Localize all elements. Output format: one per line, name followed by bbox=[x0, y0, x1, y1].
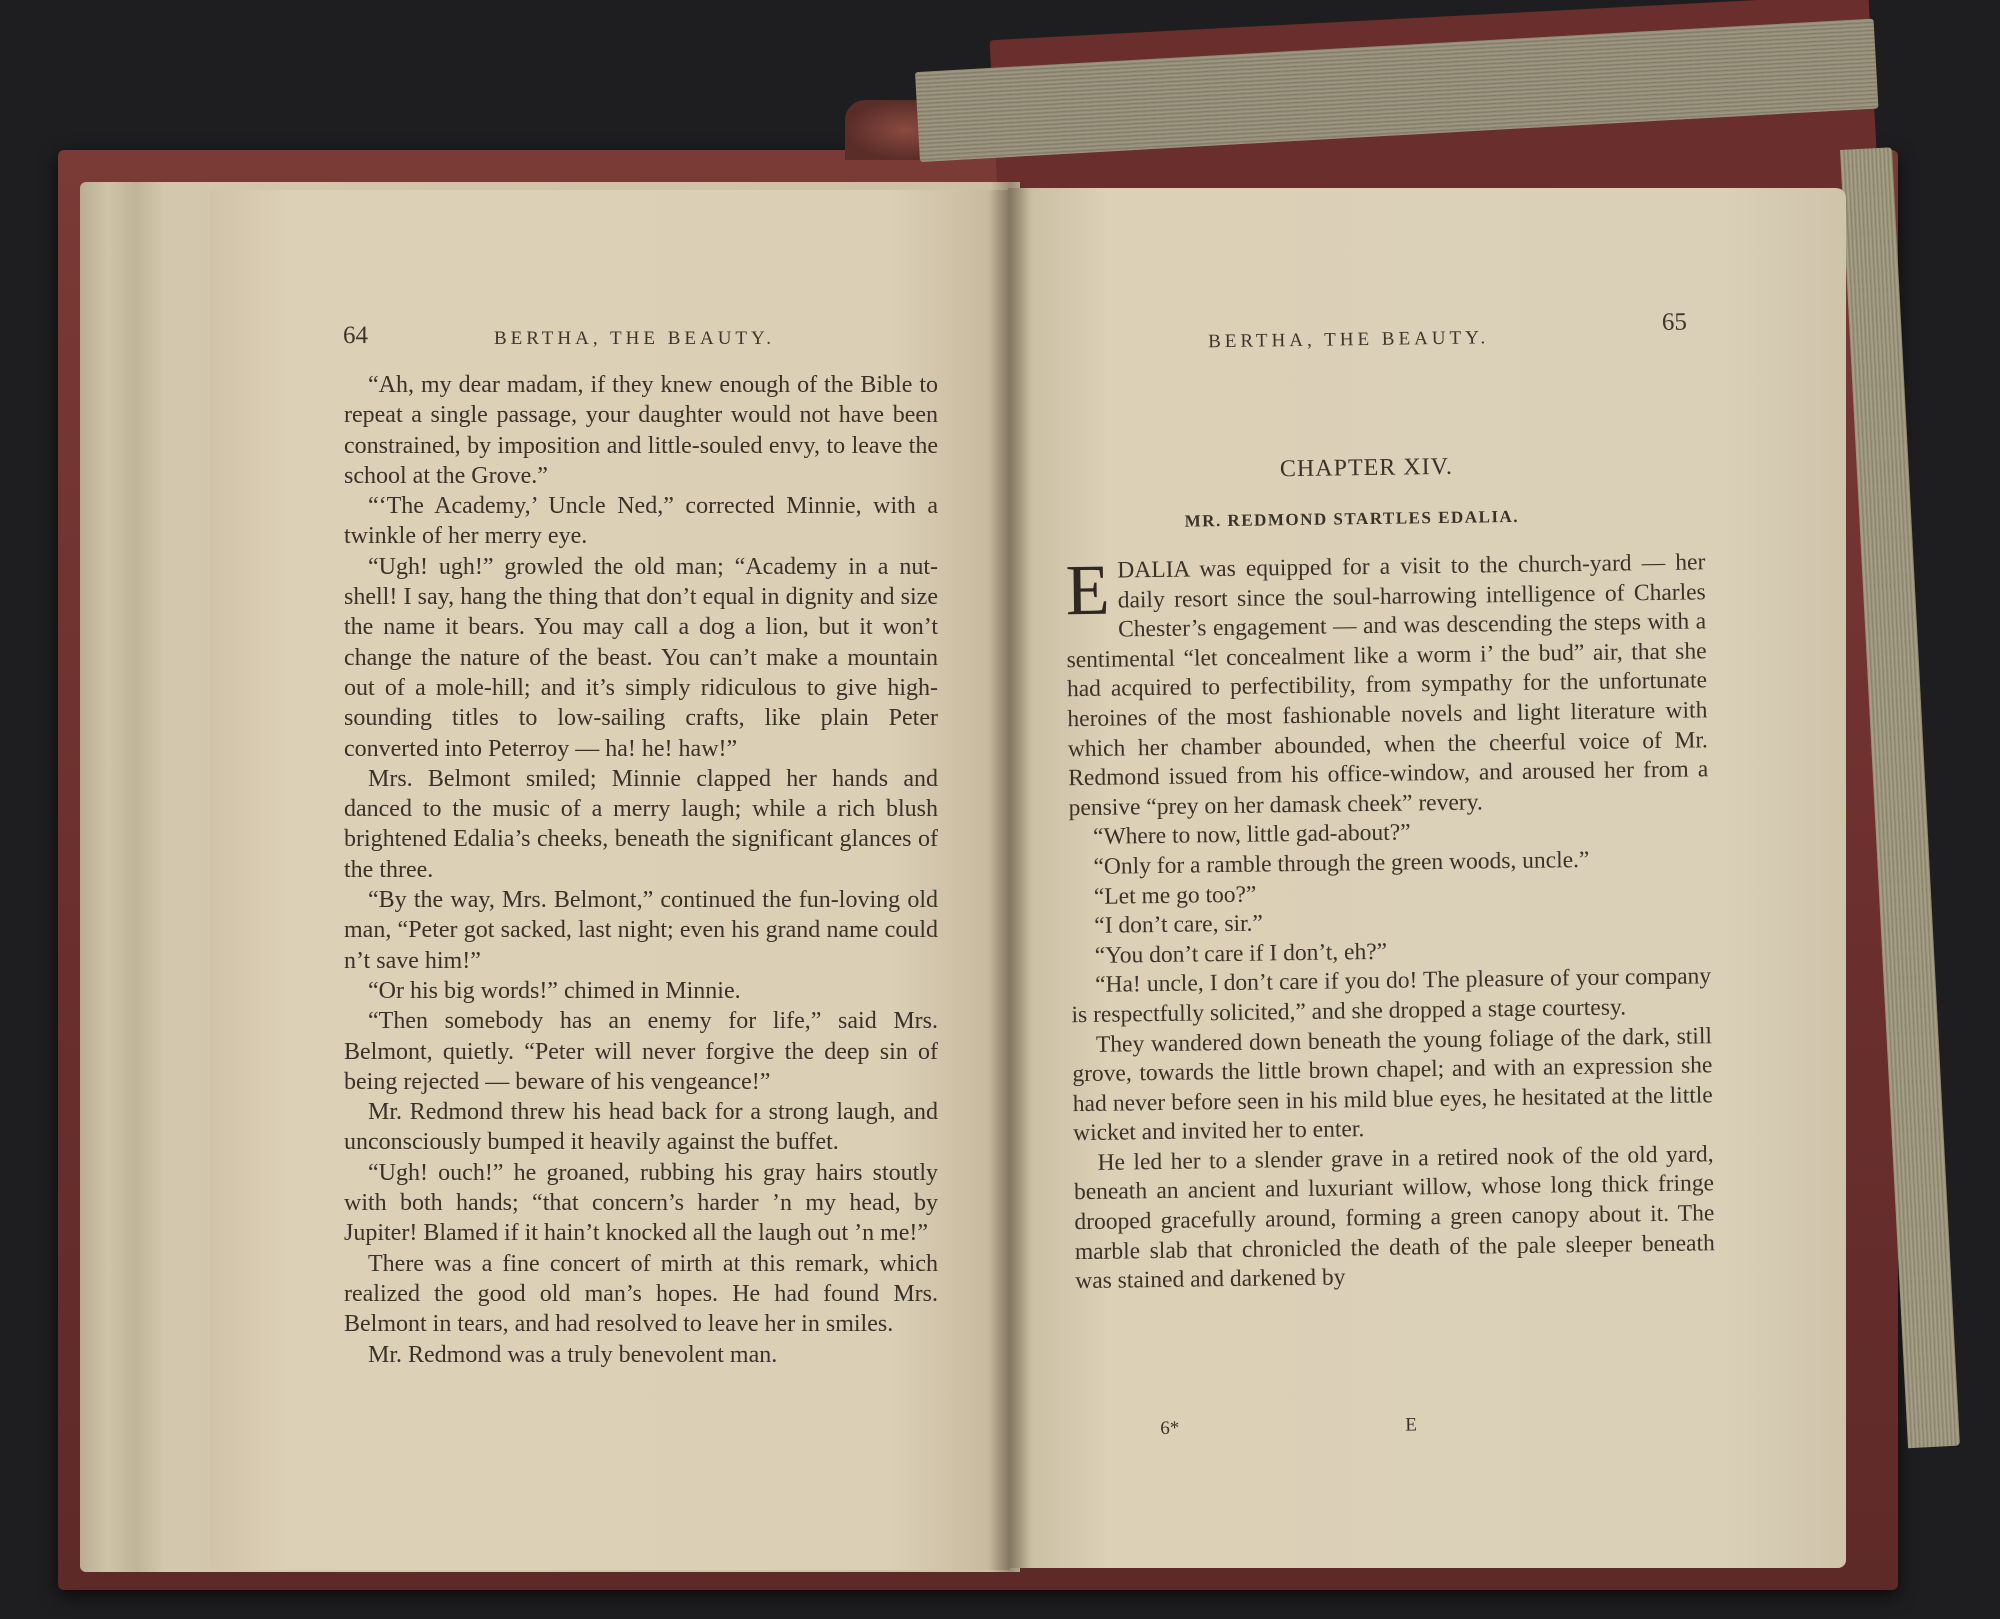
chapter-title: CHAPTER XIV. bbox=[1279, 453, 1454, 483]
left-page-text bbox=[344, 370, 938, 1370]
paragraph: “‘The Academy,’ Uncle Ned,” corrected Minnie, with a twinkle of her merry eye. bbox=[344, 493, 938, 550]
running-head-right: BERTHA, THE BEAUTY. bbox=[1208, 327, 1490, 353]
paragraph: “Ha! uncle, I don’t care if you do! The pleasure of your company is respectfully solicited,” and she dropped a stage courtesy. bbox=[1071, 963, 1712, 1029]
opening-paragraph bbox=[1065, 548, 1709, 823]
opening-paragraph-text: DALIA was equipped for a visit to the church-yard — her daily resort since the soul-harrowing intelligence of Charles Chester’s engagement — and was descending the steps with a sentimental “let concealment like a worm i’ the bud” air, that she had acquired to perfectibility, from sympathy for the unfortunate heroines of the most fashionable novels and light literature with which her chamber abounded, when the cheerful voice of Mr. Redmond issued from his office-window, and aroused her from a pensive “prey on her damask cheek” revery. bbox=[1066, 549, 1709, 821]
page-number-right: 65 bbox=[1661, 308, 1688, 336]
right-page-text bbox=[1065, 548, 1715, 1297]
paragraph: “I don’t care, sir.” bbox=[1094, 910, 1264, 939]
running-head-left: BERTHA, THE BEAUTY. bbox=[494, 328, 776, 349]
paragraph: “By the way, Mrs. Belmont,” continued the fun-loving old man, “Peter got sacked, last night; even his grand name could n’t save him!” bbox=[344, 887, 938, 974]
chapter-subtitle: MR. REDMOND STARTLES EDALIA. bbox=[1184, 506, 1520, 531]
gutter-shadow bbox=[990, 182, 1030, 1572]
paragraph: “Ugh! ugh!” growled the old man; “Academy in a nut-shell! I say, hang the thing that don’t equal in dignity and size the name it bears. You may call a dog a lion, but it won’t change the nature of the beast. You can’t make a mountain out of a mole-hill; and it’s simply ridiculous to give high-sounding titles to low-sailing crafts, like plain Peter converted into Peterroy — ha! he! haw!” bbox=[344, 553, 938, 762]
right-page-content bbox=[1008, 176, 1865, 1568]
paragraph: “Ah, my dear madam, if they knew enough of the Bible to repeat a single passage, your daughter would not have been constrained, by imposition and little-souled envy, to leave the school at the Grove.” bbox=[344, 372, 938, 489]
paragraph: “Where to now, little gad-about?” bbox=[1092, 819, 1411, 851]
paragraph: Mr. Redmond threw his head back for a strong laugh, and unconsciously bumped it heavily against the buffet. bbox=[344, 1099, 938, 1156]
signature-letter: E bbox=[1405, 1414, 1418, 1436]
paragraph: Mrs. Belmont smiled; Minnie clapped her hands and danced to the music of a merry laugh; while a rich blush brightened Edalia’s cheeks, beneath the significant glances of the three. bbox=[344, 765, 938, 883]
right-page bbox=[1008, 188, 1846, 1568]
paragraph: “You don’t care if I don’t, eh?” bbox=[1094, 938, 1388, 969]
paragraph: Mr. Redmond was a truly benevolent man. bbox=[368, 1341, 778, 1368]
paragraph: “Let me go too?” bbox=[1093, 881, 1257, 910]
paragraph: “Or his big words!” chimed in Minnie. bbox=[368, 977, 741, 1004]
paragraph: “Only for a ramble through the green woods, uncle.” bbox=[1093, 846, 1590, 880]
left-page bbox=[210, 190, 1010, 1570]
paragraph: There was a fine concert of mirth at this remark, which realized the good old man’s hopes. He had found Mrs. Belmont in tears, and had resolved to leave her in smiles. bbox=[344, 1250, 938, 1338]
paragraph: They wandered down beneath the young foliage of the dark, still grove, towards the little brown chapel; and with an expression she had never before seen in his mild blue eyes, he hesitated at the little wicket and invited her to enter. bbox=[1072, 1022, 1713, 1147]
paragraph: “Then somebody has an enemy for life,” said Mrs. Belmont, quietly. “Peter will never forgive the deep sin of being rejected — beware of his vengeance!” bbox=[344, 1008, 938, 1095]
page-number-left: 64 bbox=[343, 322, 368, 349]
paragraph: He led her to a slender grave in a retired nook of the old yard, beneath an ancient and luxuriant willow, whose long thick fringe drooped gracefully around, forming a green canopy about it. The marble slab that chronicled the death of the pale sleeper beneath was stained and darkened by bbox=[1073, 1141, 1715, 1295]
signature-mark: 6* bbox=[1160, 1417, 1180, 1439]
drop-cap: E bbox=[1065, 549, 1111, 631]
paragraph: “Ugh! ouch!” he groaned, rubbing his gray hairs stoutly with both hands; “that concern’s harder ’n my head, by Jupiter! Blamed if it hain’t knocked all the laugh out ’n me!” bbox=[344, 1159, 938, 1247]
